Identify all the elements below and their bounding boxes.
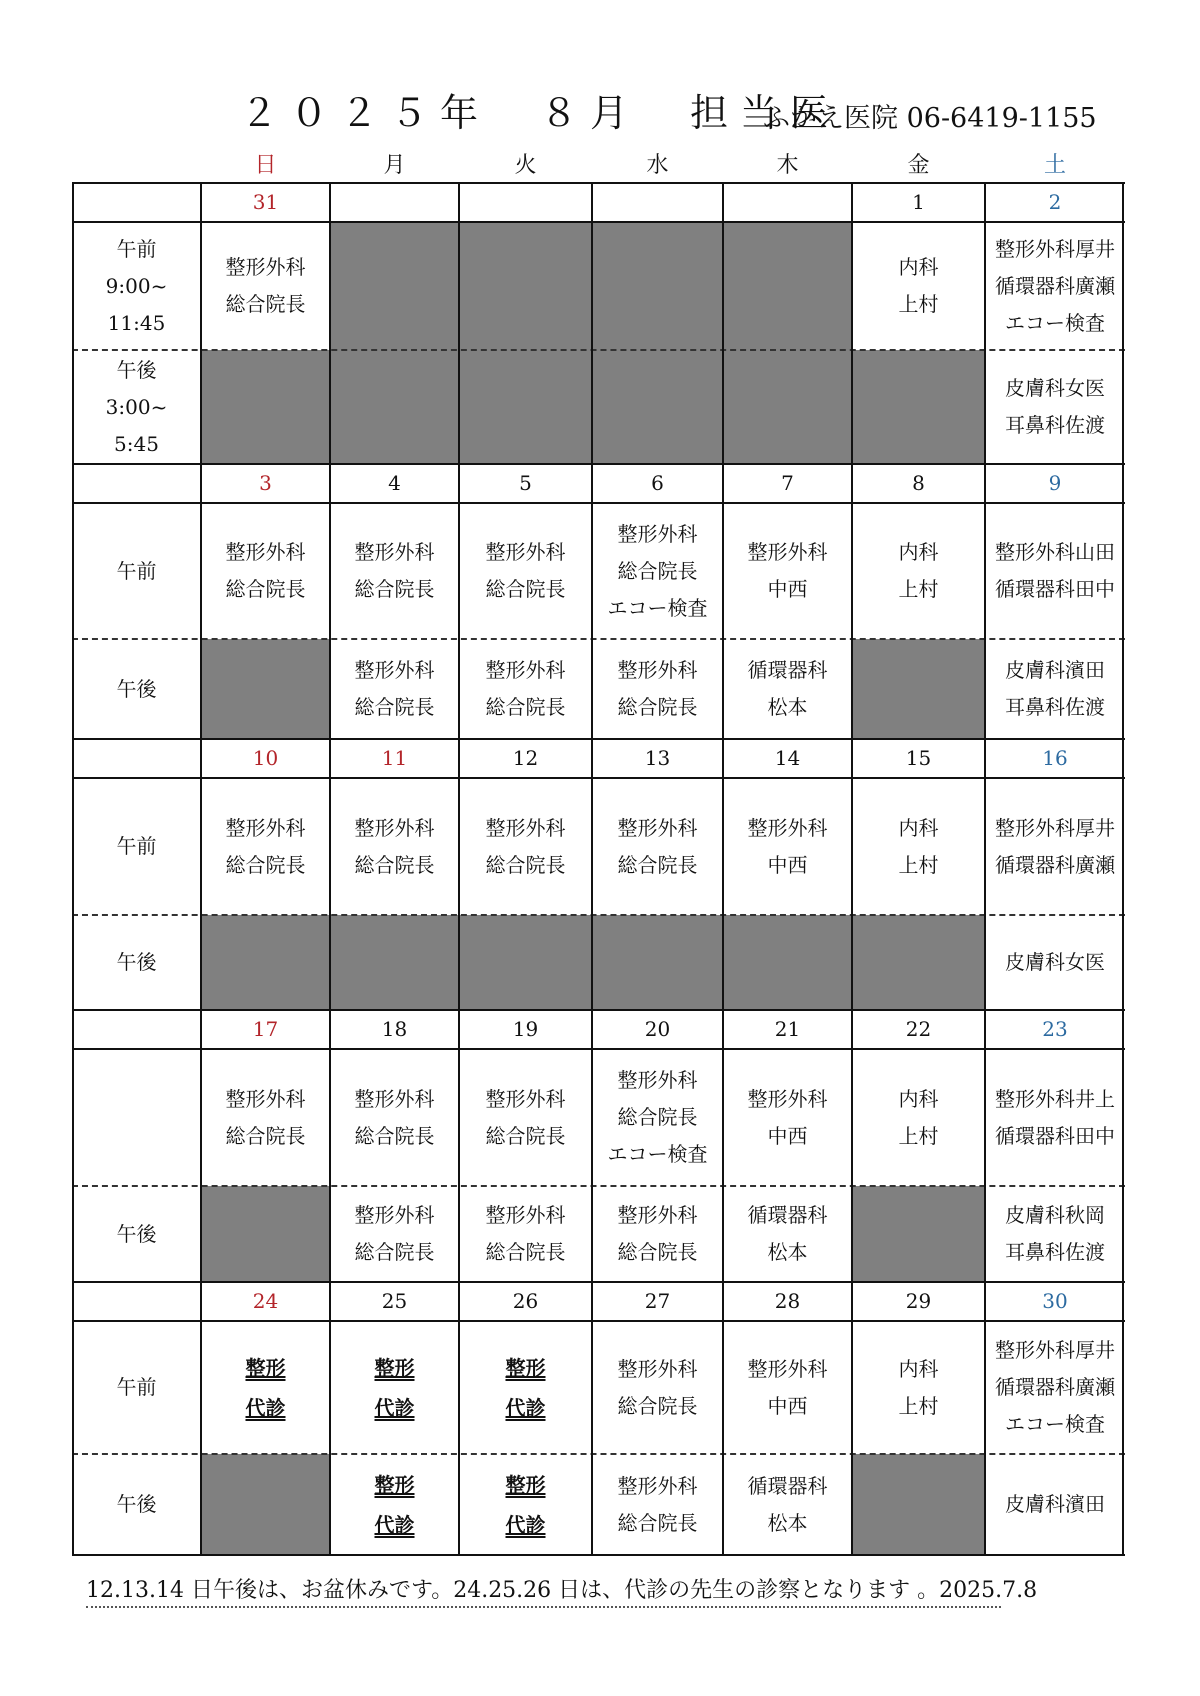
doctor-slot bbox=[852, 222, 985, 350]
date-number: 21 bbox=[774, 1017, 801, 1041]
date-number: 9 bbox=[1048, 471, 1062, 495]
date-cell bbox=[330, 1010, 459, 1049]
date-cell bbox=[592, 1282, 723, 1321]
closed-slot bbox=[201, 350, 330, 464]
doctor-line: 上村 bbox=[898, 852, 939, 877]
doctor-slot bbox=[459, 778, 592, 915]
date-number: 17 bbox=[252, 1017, 279, 1041]
am-time-label bbox=[72, 503, 201, 639]
closed-slot bbox=[201, 639, 330, 739]
closed-slot bbox=[330, 350, 459, 464]
doctor-slot bbox=[330, 1454, 459, 1555]
doctor-slot bbox=[459, 1049, 592, 1186]
doctor-line: 中西 bbox=[767, 577, 808, 601]
doctor-slot bbox=[330, 639, 459, 739]
closed-slot bbox=[852, 1186, 985, 1282]
doctor-line: 耳鼻科佐渡 bbox=[1005, 413, 1105, 437]
doctor-line: 整形外科 bbox=[354, 1086, 435, 1111]
closed-slot bbox=[201, 1186, 330, 1282]
grid-line bbox=[72, 1009, 1125, 1011]
date-cell bbox=[852, 183, 985, 222]
doctor-line: 整形外科 bbox=[617, 521, 698, 546]
date-cell bbox=[201, 183, 330, 222]
date-number: 28 bbox=[774, 1289, 801, 1313]
doctor-line: 内科 bbox=[898, 540, 939, 564]
date-number: 8 bbox=[912, 471, 925, 495]
doctor-line: 総合院長 bbox=[354, 1240, 435, 1264]
doctor-slot bbox=[592, 1049, 723, 1186]
doctor-slot bbox=[459, 503, 592, 639]
doctor-line: 整形外科 bbox=[225, 255, 306, 279]
time-label-line: 午前 bbox=[116, 834, 157, 858]
grid-line bbox=[1122, 183, 1124, 1555]
doctor-slot bbox=[985, 222, 1125, 350]
grid-line bbox=[72, 1320, 1125, 1322]
doctor-line: 循環器科廣瀬 bbox=[995, 1375, 1115, 1399]
doctor-slot bbox=[592, 639, 723, 739]
doctor-line: 循環器科 bbox=[747, 1473, 828, 1498]
date-number: 16 bbox=[1042, 746, 1068, 770]
doctor-slot bbox=[330, 1186, 459, 1282]
doctor-line: 整形外科 bbox=[617, 1068, 698, 1092]
doctor-line: 整形外科厚井 bbox=[995, 815, 1115, 840]
doctor-line: 総合院長 bbox=[617, 1105, 698, 1129]
time-label-line: 9:00~ bbox=[105, 273, 168, 298]
doctor-line: 上村 bbox=[898, 577, 939, 601]
closed-slot bbox=[723, 350, 852, 464]
date-cell bbox=[459, 739, 592, 778]
doctor-line: 整形外科厚井 bbox=[995, 1338, 1115, 1362]
doctor-slot bbox=[985, 915, 1125, 1010]
date-cell bbox=[723, 1282, 852, 1321]
doctor-line: 循環器科 bbox=[747, 658, 828, 682]
doctor-line: 整形 bbox=[245, 1355, 286, 1380]
grid-line bbox=[72, 463, 1125, 465]
time-label-line: 午後 bbox=[116, 1492, 157, 1516]
date-number: 3 bbox=[259, 471, 272, 495]
closed-slot bbox=[201, 915, 330, 1010]
doctor-line: 内科 bbox=[898, 255, 939, 279]
doctor-line: エコー検査 bbox=[1005, 310, 1105, 335]
closed-slot bbox=[330, 915, 459, 1010]
doctor-line: 耳鼻科佐渡 bbox=[1005, 1240, 1105, 1264]
doctor-slot bbox=[985, 639, 1125, 739]
date-number: 10 bbox=[252, 746, 279, 770]
doctor-slot bbox=[592, 1321, 723, 1454]
doctor-line: 中西 bbox=[767, 1123, 808, 1148]
date-cell bbox=[852, 1282, 985, 1321]
grid-line bbox=[72, 183, 74, 1555]
doctor-line: 内科 bbox=[898, 1086, 939, 1111]
doctor-slot bbox=[459, 1454, 592, 1555]
date-number: 4 bbox=[388, 471, 401, 495]
doctor-slot bbox=[201, 503, 330, 639]
clinic-name-phone: ふかえ医院 06-6419-1155 bbox=[763, 103, 1097, 134]
weekday-fri: 金 bbox=[907, 153, 930, 178]
date-cell bbox=[459, 464, 592, 503]
doctor-slot bbox=[723, 503, 852, 639]
date-cell bbox=[985, 739, 1125, 778]
doctor-line: 整形外科 bbox=[225, 815, 306, 840]
doctor-line: 整形外科 bbox=[617, 1473, 698, 1498]
doctor-line: 総合院長 bbox=[485, 695, 566, 719]
doctor-line: 総合院長 bbox=[354, 1123, 435, 1148]
grid-line bbox=[72, 182, 1125, 184]
doctor-line: 総合院長 bbox=[354, 852, 435, 877]
grid-line bbox=[72, 1048, 1125, 1050]
doctor-line: 整形外科 bbox=[225, 1086, 306, 1111]
doctor-slot bbox=[723, 1049, 852, 1186]
time-label-line: 午後 bbox=[116, 676, 157, 701]
date-cell bbox=[723, 739, 852, 778]
doctor-line: 整形外科 bbox=[485, 1203, 566, 1227]
grid-line bbox=[200, 183, 202, 1555]
doctor-line: 整形外科 bbox=[617, 815, 698, 840]
doctor-line: 整形外科 bbox=[747, 540, 828, 564]
date-cell bbox=[201, 1282, 330, 1321]
date-number: 26 bbox=[512, 1289, 539, 1313]
date-number: 6 bbox=[651, 471, 664, 495]
doctor-line: 代診 bbox=[505, 1512, 546, 1537]
doctor-slot bbox=[201, 778, 330, 915]
doctor-line: 代診 bbox=[245, 1395, 286, 1420]
date-cell bbox=[592, 1010, 723, 1049]
date-number: 5 bbox=[519, 471, 532, 495]
doctor-slot bbox=[330, 1049, 459, 1186]
time-label-line: 午前 bbox=[116, 236, 157, 261]
doctor-slot bbox=[985, 1186, 1125, 1282]
doctor-slot bbox=[592, 503, 723, 639]
date-number: 30 bbox=[1042, 1289, 1068, 1313]
doctor-line: 整形外科 bbox=[747, 815, 828, 840]
dashed-divider bbox=[72, 349, 1125, 351]
doctor-line: 総合院長 bbox=[225, 577, 306, 601]
grid-line bbox=[72, 1554, 1125, 1556]
doctor-line: 総合院長 bbox=[617, 1393, 698, 1418]
am-time-label bbox=[72, 1321, 201, 1454]
doctor-slot bbox=[723, 639, 852, 739]
date-cell bbox=[201, 739, 330, 778]
date-cell bbox=[459, 183, 592, 222]
doctor-line: 総合院長 bbox=[354, 577, 435, 601]
doctor-line: 整形外科厚井 bbox=[995, 236, 1115, 261]
am-time-label bbox=[72, 778, 201, 915]
date-number: 18 bbox=[381, 1017, 408, 1041]
doctor-line: エコー検査 bbox=[607, 1142, 708, 1166]
doctor-line: 整形外科 bbox=[617, 1203, 698, 1227]
doctor-line: 整形外科 bbox=[354, 540, 435, 564]
doctor-line: エコー検査 bbox=[1005, 1412, 1105, 1436]
doctor-line: 総合院長 bbox=[225, 852, 306, 877]
grid-line bbox=[72, 221, 1125, 223]
doctor-line: 総合院長 bbox=[617, 1240, 698, 1264]
dashed-divider bbox=[72, 638, 1125, 640]
time-label-line: 午前 bbox=[116, 558, 157, 583]
doctor-line: 皮膚科濱田 bbox=[1005, 1492, 1105, 1516]
dashed-divider bbox=[72, 1185, 1125, 1187]
date-number: 2 bbox=[1048, 190, 1062, 214]
doctor-line: 内科 bbox=[898, 1356, 939, 1381]
grid-line bbox=[591, 183, 593, 1555]
doctor-slot bbox=[985, 778, 1125, 915]
doctor-line: 松本 bbox=[767, 695, 808, 719]
doctor-slot bbox=[459, 1321, 592, 1454]
doctor-slot bbox=[201, 1049, 330, 1186]
doctor-line: 整形外科 bbox=[485, 658, 566, 682]
doctor-slot bbox=[985, 1321, 1125, 1454]
doctor-line: 代診 bbox=[505, 1395, 546, 1420]
doctor-line: 代診 bbox=[374, 1512, 415, 1537]
date-number: 19 bbox=[512, 1017, 539, 1041]
date-number: 14 bbox=[774, 746, 801, 770]
doctor-slot bbox=[852, 503, 985, 639]
date-cell bbox=[723, 464, 852, 503]
doctor-line: 総合院長 bbox=[617, 1510, 698, 1535]
pm-time-label bbox=[72, 915, 201, 1010]
date-cell bbox=[592, 464, 723, 503]
grid-line bbox=[984, 183, 986, 1555]
time-label-line: 5:45 bbox=[114, 431, 159, 456]
closed-slot bbox=[723, 915, 852, 1010]
doctor-line: 総合院長 bbox=[354, 695, 435, 719]
doctor-line: 整形 bbox=[374, 1472, 415, 1497]
grid-line bbox=[72, 777, 1125, 779]
doctor-line: 整形外科 bbox=[617, 1356, 698, 1381]
grid-line bbox=[329, 183, 331, 1555]
pm-time-label bbox=[72, 1186, 201, 1282]
doctor-line: 循環器科廣瀬 bbox=[995, 852, 1115, 877]
dashed-divider bbox=[72, 1453, 1125, 1455]
date-number: 1 bbox=[912, 190, 925, 214]
time-label-line: 午後 bbox=[116, 950, 157, 974]
doctor-line: 中西 bbox=[767, 1393, 808, 1418]
doctor-slot bbox=[985, 1454, 1125, 1555]
doctor-line: 松本 bbox=[767, 1510, 808, 1535]
weekday-tue: 火 bbox=[514, 153, 537, 178]
doctor-slot bbox=[592, 1186, 723, 1282]
doctor-line: 代診 bbox=[374, 1395, 415, 1420]
pm-time-label bbox=[72, 639, 201, 739]
time-label-line: 午前 bbox=[116, 1375, 157, 1399]
doctor-slot bbox=[459, 639, 592, 739]
date-number: 22 bbox=[905, 1017, 932, 1041]
grid-line bbox=[72, 502, 1125, 504]
weekday-mon: 月 bbox=[383, 153, 406, 178]
date-cell bbox=[852, 464, 985, 503]
doctor-line: 循環器科 bbox=[747, 1203, 828, 1227]
weekday-sun: 日 bbox=[254, 153, 277, 178]
doctor-line: 中西 bbox=[767, 852, 808, 877]
doctor-slot bbox=[723, 1321, 852, 1454]
date-number: 12 bbox=[512, 746, 539, 770]
date-cell bbox=[852, 739, 985, 778]
doctor-line: 内科 bbox=[898, 815, 939, 840]
doctor-line: エコー検査 bbox=[607, 595, 708, 620]
doctor-line: 循環器科田中 bbox=[995, 1123, 1115, 1148]
grid-line bbox=[72, 738, 1125, 740]
doctor-slot bbox=[592, 1454, 723, 1555]
date-cell bbox=[985, 1010, 1125, 1049]
pm-time-label bbox=[72, 1454, 201, 1555]
footer-underline bbox=[86, 1606, 1001, 1608]
date-number: 31 bbox=[252, 190, 279, 214]
closed-slot bbox=[330, 222, 459, 350]
date-number: 15 bbox=[905, 746, 932, 770]
closed-slot bbox=[592, 915, 723, 1010]
footer-note: 12.13.14 日午後は、お盆休みです。24.25.26 日は、代診の先生の診察となります 。2025.7.8 bbox=[86, 1578, 1038, 1603]
weekday-thu: 木 bbox=[776, 153, 799, 178]
doctor-slot bbox=[723, 1186, 852, 1282]
doctor-line: 総合院長 bbox=[485, 1240, 566, 1264]
date-number: 29 bbox=[905, 1289, 932, 1313]
doctor-line: 総合院長 bbox=[225, 1123, 306, 1148]
doctor-line: 整形外科 bbox=[485, 540, 566, 564]
closed-slot bbox=[201, 1454, 330, 1555]
am-time-label bbox=[72, 222, 201, 350]
doctor-slot bbox=[852, 1321, 985, 1454]
doctor-line: 整形 bbox=[505, 1355, 546, 1380]
doctor-line: 皮膚科秋岡 bbox=[1005, 1203, 1105, 1227]
date-cell bbox=[330, 464, 459, 503]
schedule-table bbox=[72, 183, 1125, 1555]
date-cell bbox=[330, 739, 459, 778]
time-label-line: 午後 bbox=[116, 1221, 157, 1246]
doctor-line: 整形外科山田 bbox=[995, 540, 1115, 564]
doctor-slot bbox=[723, 778, 852, 915]
closed-slot bbox=[592, 350, 723, 464]
weekday-sat: 土 bbox=[1043, 153, 1066, 178]
weekday-wed: 水 bbox=[646, 153, 669, 178]
time-label-line: 11:45 bbox=[107, 310, 166, 335]
closed-slot bbox=[852, 915, 985, 1010]
date-number: 24 bbox=[252, 1289, 279, 1313]
date-number: 25 bbox=[381, 1289, 408, 1313]
date-number: 7 bbox=[781, 471, 794, 495]
closed-slot bbox=[459, 350, 592, 464]
doctor-line: 総合院長 bbox=[617, 695, 698, 719]
doctor-line: 総合院長 bbox=[485, 852, 566, 877]
time-label-line: 午後 bbox=[116, 357, 157, 382]
date-cell bbox=[201, 464, 330, 503]
date-cell bbox=[592, 739, 723, 778]
time-label-line: 3:00~ bbox=[105, 394, 168, 419]
pm-time-label bbox=[72, 350, 201, 464]
doctor-line: 皮膚科女医 bbox=[1005, 376, 1105, 400]
doctor-line: 循環器科田中 bbox=[995, 577, 1115, 601]
doctor-line: 総合院長 bbox=[617, 852, 698, 877]
date-number: 13 bbox=[644, 746, 671, 770]
doctor-line: 総合院長 bbox=[485, 1123, 566, 1148]
date-cell bbox=[330, 1282, 459, 1321]
doctor-line: 上村 bbox=[898, 1123, 939, 1148]
closed-slot bbox=[459, 915, 592, 1010]
date-cell bbox=[723, 1010, 852, 1049]
doctor-line: 整形外科 bbox=[485, 1086, 566, 1111]
doctor-slot bbox=[723, 1454, 852, 1555]
date-cell bbox=[592, 183, 723, 222]
date-number: 27 bbox=[644, 1289, 671, 1313]
doctor-slot bbox=[985, 1049, 1125, 1186]
closed-slot bbox=[852, 1454, 985, 1555]
doctor-line: 整形外科 bbox=[747, 1086, 828, 1111]
closed-slot bbox=[592, 222, 723, 350]
grid-line bbox=[458, 183, 460, 1555]
doctor-line: 整形外科 bbox=[485, 815, 566, 840]
doctor-slot bbox=[985, 350, 1125, 464]
doctor-line: 整形外科 bbox=[747, 1356, 828, 1381]
doctor-line: 耳鼻科佐渡 bbox=[1005, 695, 1105, 719]
grid-line bbox=[72, 1281, 1125, 1283]
doctor-line: 整形外科 bbox=[617, 658, 698, 682]
date-cell bbox=[723, 183, 852, 222]
doctor-slot bbox=[201, 222, 330, 350]
doctor-slot bbox=[330, 1321, 459, 1454]
doctor-slot bbox=[330, 503, 459, 639]
closed-slot bbox=[459, 222, 592, 350]
doctor-slot bbox=[852, 778, 985, 915]
date-cell bbox=[985, 464, 1125, 503]
doctor-line: 上村 bbox=[898, 1393, 939, 1418]
date-number: 20 bbox=[644, 1017, 671, 1041]
date-cell bbox=[459, 1282, 592, 1321]
doctor-line: 上村 bbox=[898, 292, 939, 316]
page-title: ２０２５年 ８月 担当医 bbox=[240, 91, 841, 135]
date-cell bbox=[985, 183, 1125, 222]
doctor-line: 整形 bbox=[505, 1472, 546, 1497]
doctor-line: 循環器科廣瀬 bbox=[995, 273, 1115, 298]
date-cell bbox=[201, 1010, 330, 1049]
am-time-label bbox=[72, 1049, 201, 1186]
doctor-line: 整形外科 bbox=[354, 658, 435, 682]
closed-slot bbox=[723, 222, 852, 350]
date-number: 23 bbox=[1042, 1017, 1068, 1041]
doctor-slot bbox=[852, 1049, 985, 1186]
doctor-line: 松本 bbox=[767, 1240, 808, 1264]
doctor-line: 皮膚科女医 bbox=[1005, 950, 1105, 974]
doctor-line: 整形 bbox=[374, 1355, 415, 1380]
doctor-slot bbox=[459, 1186, 592, 1282]
dashed-divider bbox=[72, 914, 1125, 916]
closed-slot bbox=[852, 639, 985, 739]
doctor-line: 総合院長 bbox=[485, 577, 566, 601]
date-cell bbox=[459, 1010, 592, 1049]
closed-slot bbox=[852, 350, 985, 464]
doctor-line: 総合院長 bbox=[225, 292, 306, 316]
date-number: 11 bbox=[381, 746, 408, 770]
grid-line bbox=[722, 183, 724, 1555]
doctor-slot bbox=[985, 503, 1125, 639]
grid-line bbox=[851, 183, 853, 1555]
date-cell bbox=[852, 1010, 985, 1049]
date-cell bbox=[330, 183, 459, 222]
doctor-line: 総合院長 bbox=[617, 558, 698, 583]
doctor-slot bbox=[201, 1321, 330, 1454]
date-cell bbox=[985, 1282, 1125, 1321]
doctor-line: 整形外科井上 bbox=[995, 1086, 1115, 1111]
doctor-line: 整形外科 bbox=[225, 540, 306, 564]
doctor-line: 整形外科 bbox=[354, 1203, 435, 1227]
doctor-slot bbox=[330, 778, 459, 915]
doctor-line: 皮膚科濱田 bbox=[1005, 658, 1105, 682]
doctor-line: 整形外科 bbox=[354, 815, 435, 840]
doctor-slot bbox=[592, 778, 723, 915]
